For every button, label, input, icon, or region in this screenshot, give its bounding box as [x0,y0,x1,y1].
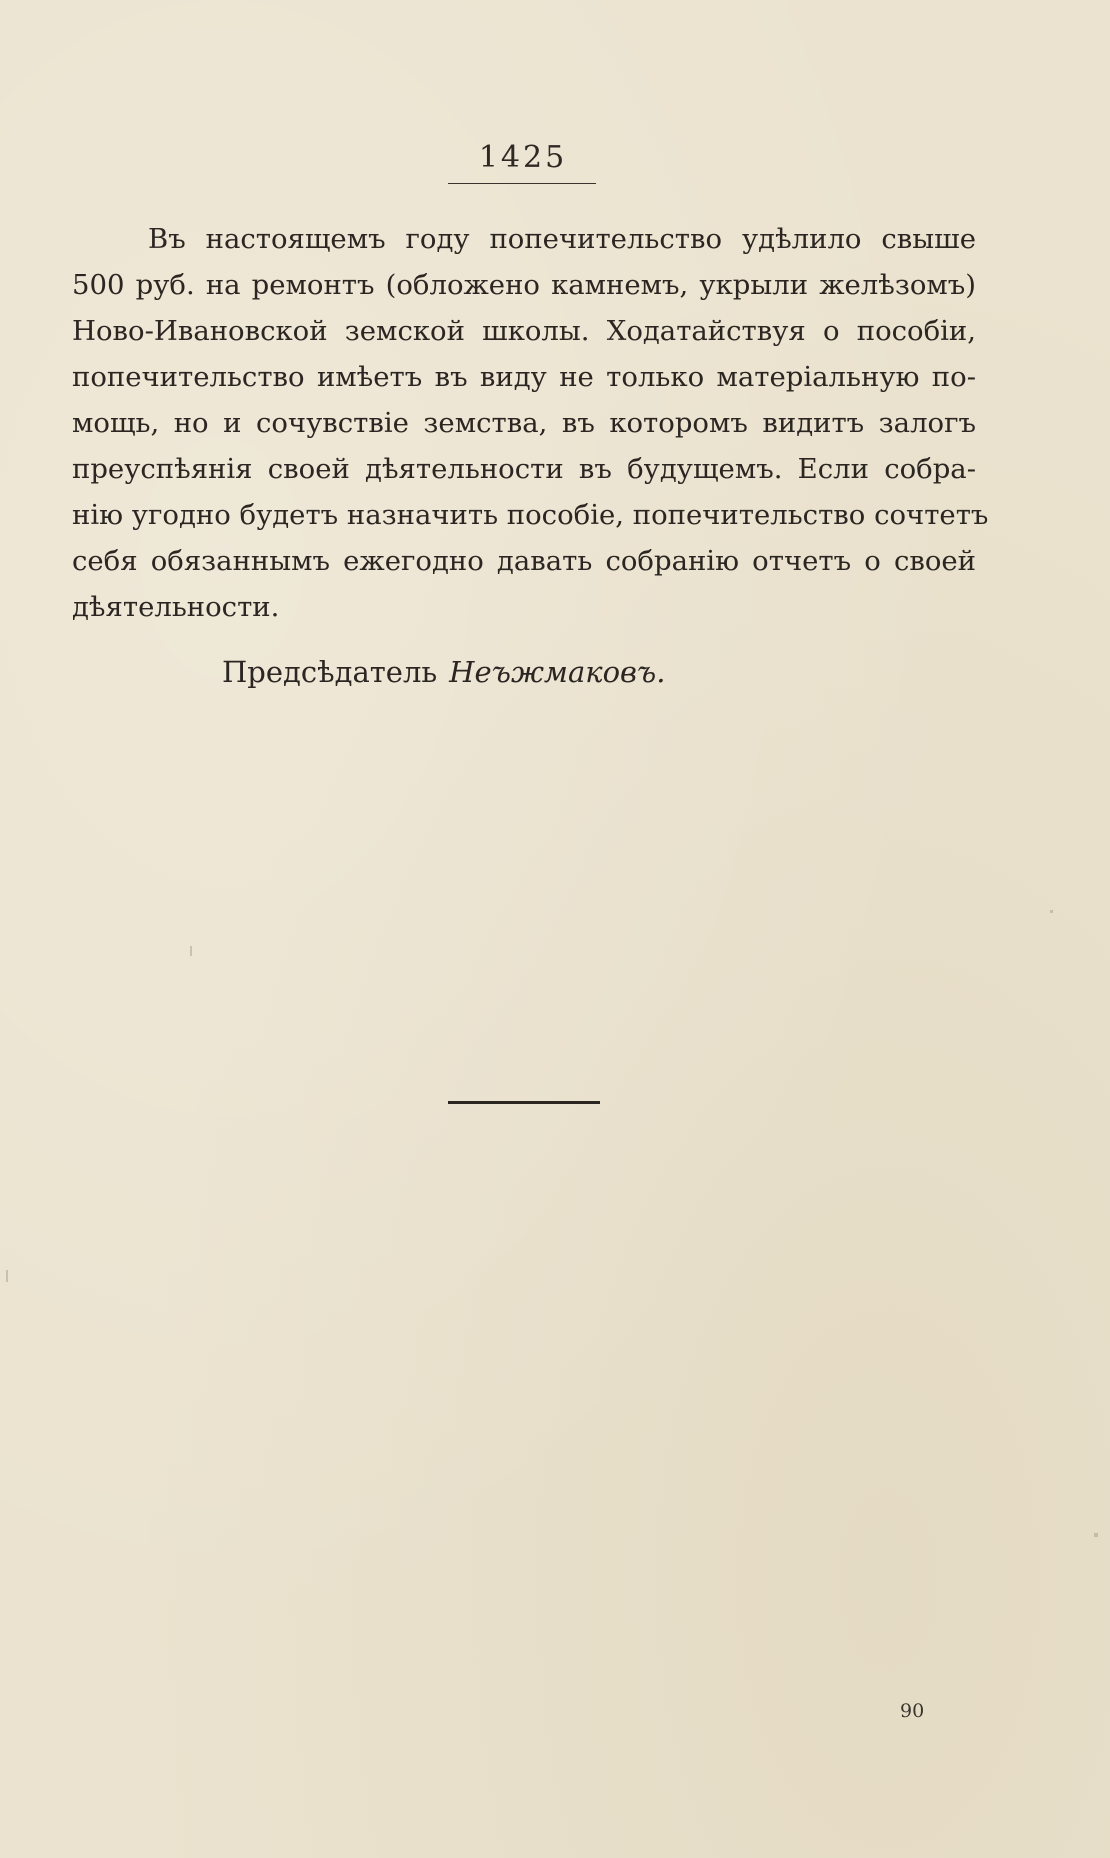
page-number: 1425 [478,140,568,175]
paragraph-line: нію угодно будетъ назначить пособіе, попечительство сочтетъ [72,499,989,531]
paragraph-line: себя обязаннымъ ежегодно давать собранію отчетъ о своей [72,545,976,577]
signature-line [222,655,665,689]
header-rule [448,183,596,184]
paragraph-line: попечительство имѣетъ въ виду не только матеріальную по- [72,361,976,393]
paper-speck [1050,910,1053,913]
paragraph-line: Ново-Ивановской земской школы. Ходатайствуя о пособіи, [72,315,976,347]
paper-speck [190,946,192,956]
paragraph-line: преуспѣянія своей дѣятельности въ будущемъ. Если собра- [72,453,976,485]
paragraph-line: дѣятельности. [72,591,280,623]
paragraph-line: мощь, но и сочувствіе земства, въ которомъ видитъ залогъ [72,407,976,439]
end-rule [448,1101,600,1104]
sheet-number: 90 [900,1700,925,1722]
paragraph-line: 500 руб. на ремонтъ (обложено камнемъ, укрыли желѣзомъ) [72,269,976,301]
paragraph [72,216,989,630]
signature-title: Предсѣдатель [222,655,438,689]
paper-speck [1094,1533,1098,1537]
paper-speck [6,1270,8,1282]
signature-name: Неъжмаковъ. [449,655,666,689]
paragraph-line: Въ настоящемъ году попечительство удѣлило свыше [148,223,976,255]
